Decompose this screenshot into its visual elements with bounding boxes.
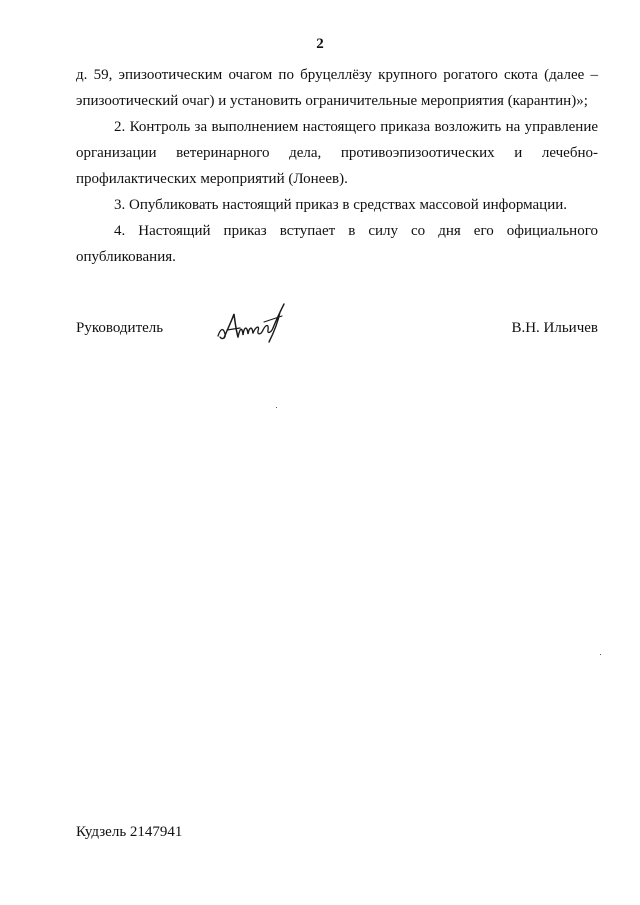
handwritten-signature [214, 300, 288, 346]
footer-executor-code: Кудзель 2147941 [76, 824, 183, 840]
paragraph-item-4: 4. Настоящий приказ вступает в силу со дня его официального опубликования. [76, 223, 598, 265]
page-number: 2 [316, 36, 324, 52]
paragraph-item-2: 2. Контроль за выполнением настоящего приказа возложить на управление организации ветеринарного дела, противоэпизоотических и лечебно-профилактических мероприятий (Лонеев). [76, 119, 598, 187]
paragraph-continuation: д. 59, эпизоотическим очагом по бруцеллёзу крупного рогатого скота (далее – эпизоотический очаг) и установить ограничительные мероприятия (карантин)»; [76, 67, 598, 109]
paragraph-item-3: 3. Опубликовать настоящий приказ в средствах массовой информации. [114, 197, 568, 213]
scan-speck [276, 407, 277, 408]
document-body [76, 62, 598, 270]
signature-block [76, 318, 598, 348]
signer-name: В.Н. Ильичев [511, 320, 598, 336]
scan-speck [600, 654, 601, 655]
signer-title: Руководитель [76, 320, 164, 336]
